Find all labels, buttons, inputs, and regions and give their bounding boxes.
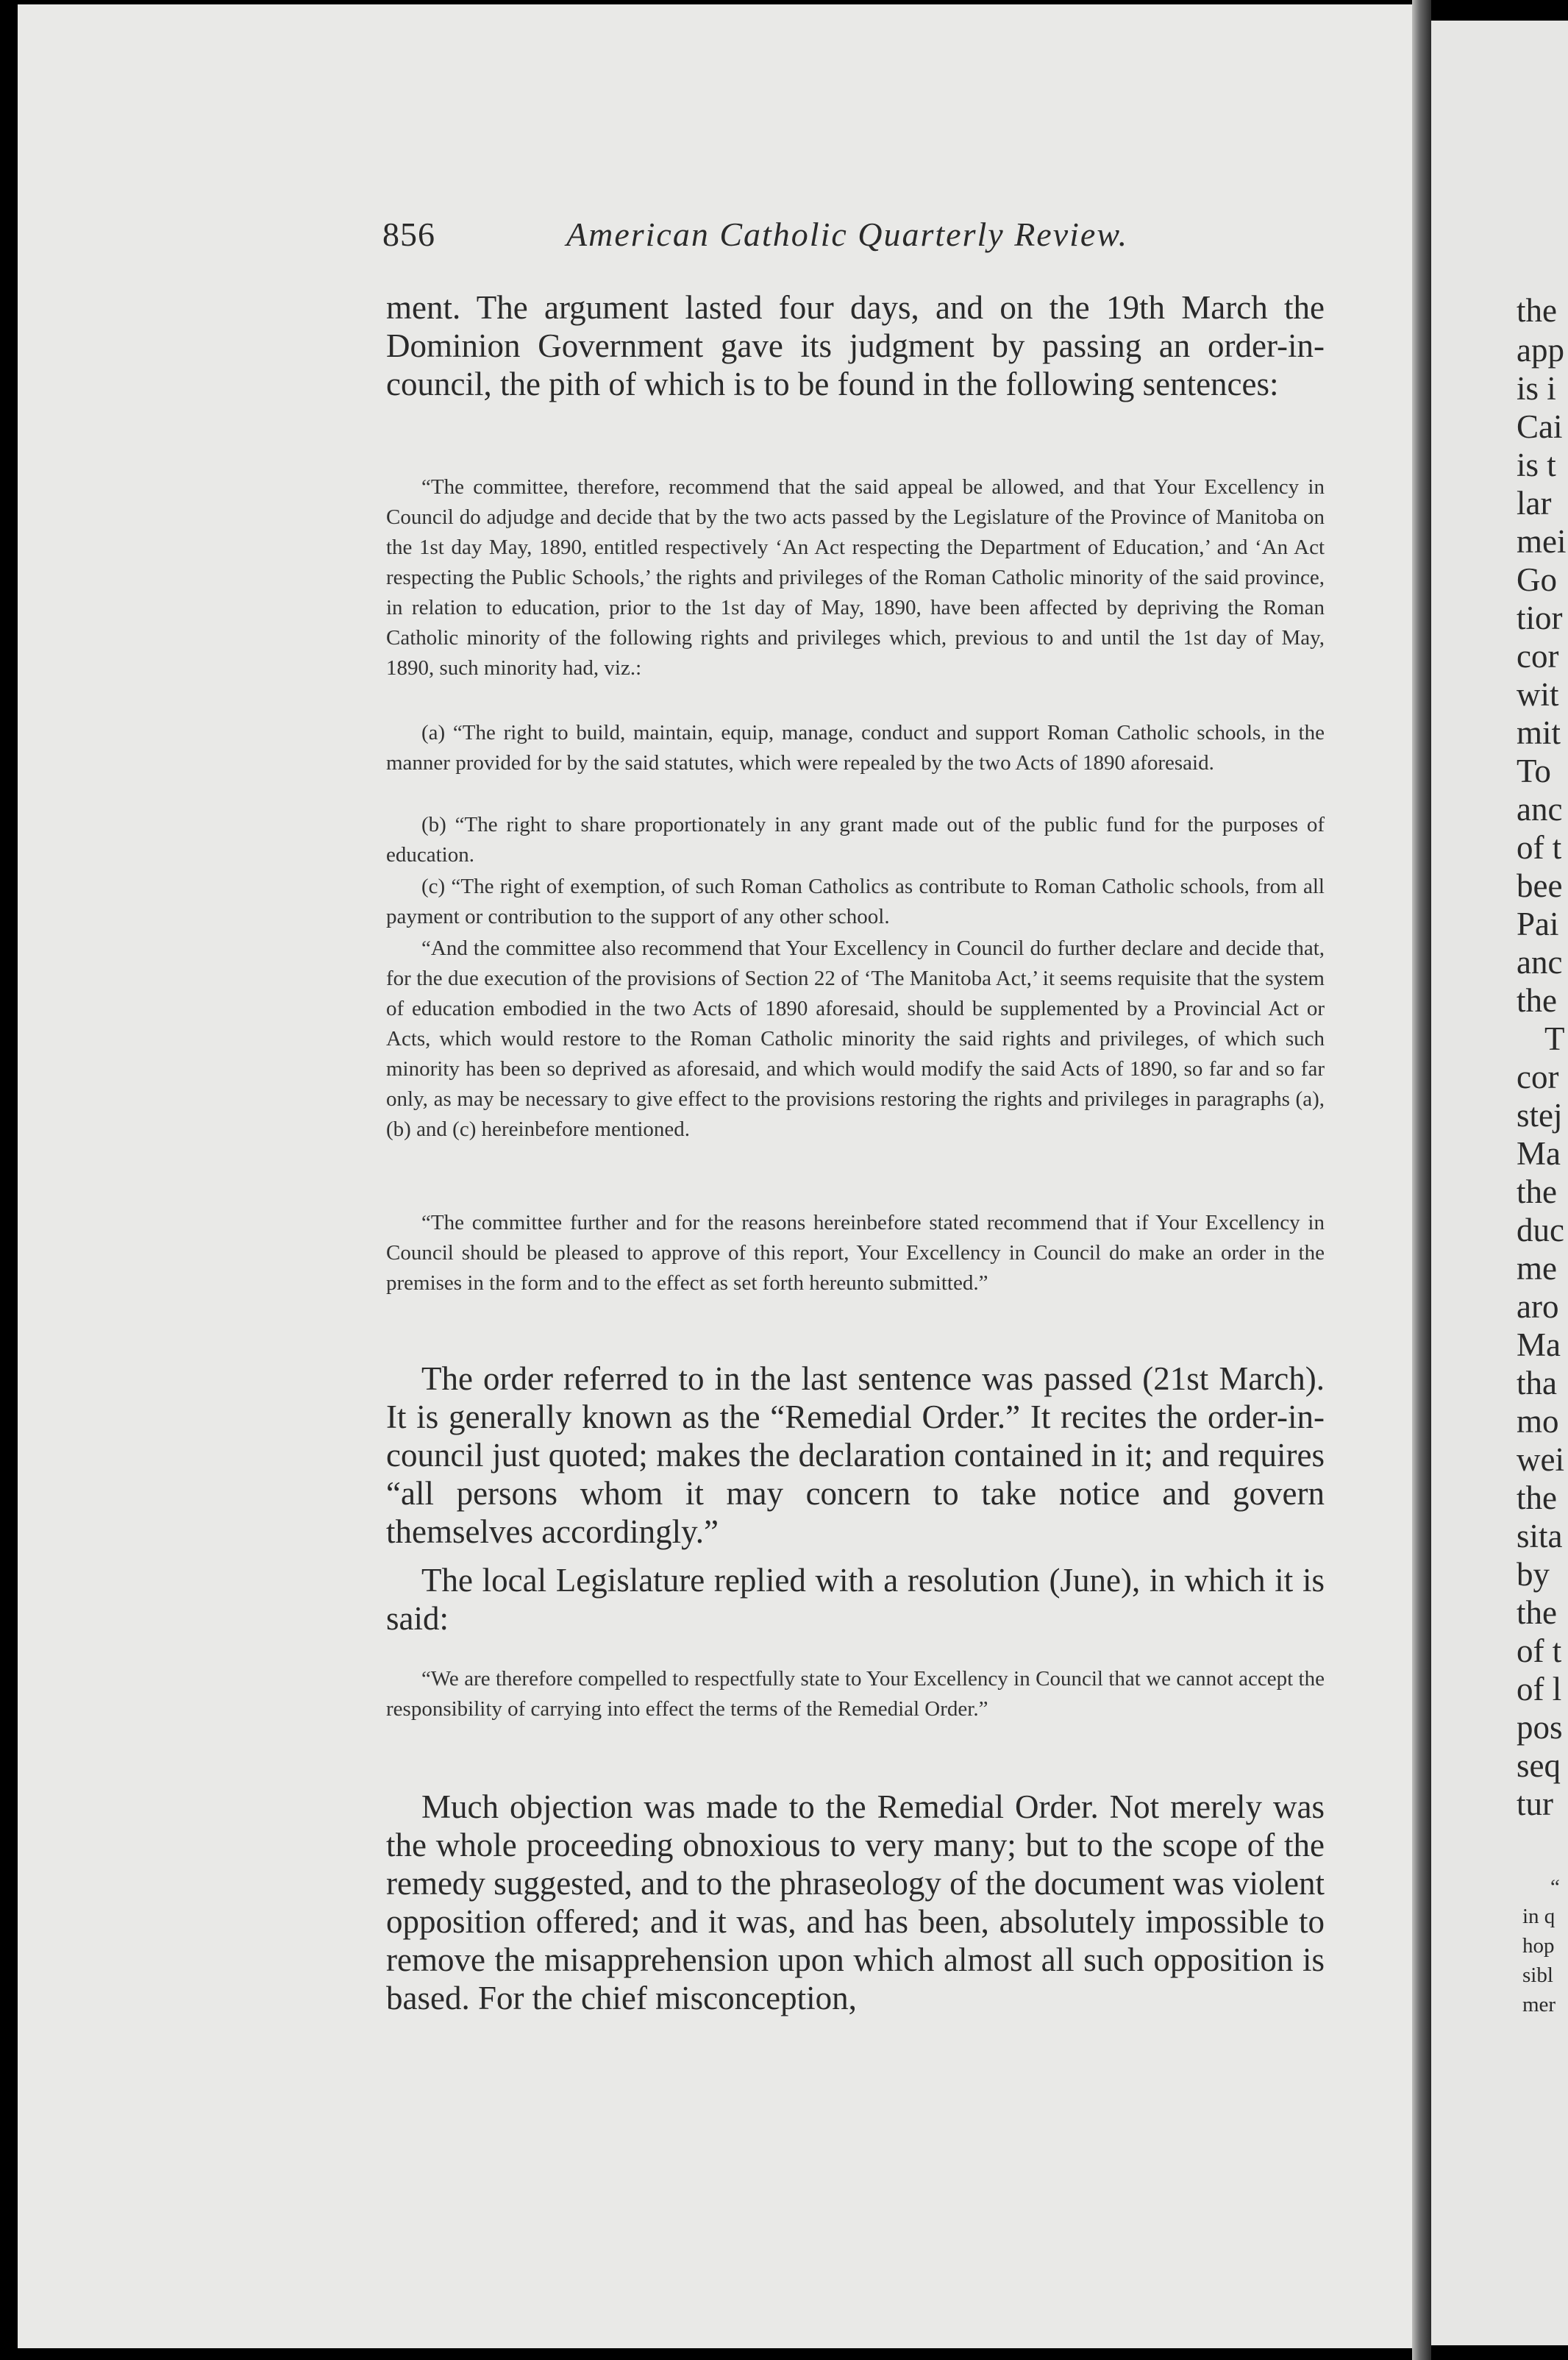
- right-page-line: of t: [1517, 829, 1562, 866]
- right-page-line: by: [1517, 1556, 1550, 1593]
- right-page-line: pos: [1517, 1709, 1563, 1746]
- journal-title: American Catholic Quarterly Review.: [566, 216, 1129, 253]
- right-page-line: of t: [1517, 1632, 1562, 1669]
- quote-item-b: (b) “The right to share proportionately in any grant made out of the public fund for the purposes of education.: [386, 813, 1325, 867]
- paragraph-1: ment. The argument lasted four days, and on the 19th March the Dominion Government gave its judgment by passing an order-in-council, the pith of which is to be found in the following sentences:: [386, 289, 1325, 402]
- paragraph-2: The order referred to in the last sentence was passed (21st March). It is generally known as the “Remedial Order.” It recites the order-in-council just quoted; makes the declaration contained in it; and requires “all persons whom it may concern to take notice and govern themselves accordingly.”: [386, 1360, 1325, 1550]
- paragraph-3: The local Legislature replied with a resolution (June), in which it is said:: [386, 1562, 1325, 1637]
- right-page-line: cor: [1517, 1059, 1559, 1095]
- right-page-line: stej: [1517, 1097, 1563, 1134]
- right-page-line: mei: [1517, 523, 1567, 560]
- book-gutter: [1412, 0, 1431, 2360]
- right-page-line: To: [1517, 753, 1551, 789]
- quote-further-declare: “And the committee also recommend that Your Excellency in Council do further declare and decide that, for the due execution of the provisions of Section 22 of ‘The Manitoba Act,’ it seems requisite that the system of education embodied in the two Acts of 1890 aforesaid, should be supplemented by a Provincial Act or Acts, which would restore to the Roman Catholic minority the said rights and privileges, of which such minority has been so deprived as aforesaid, and which would modify the said Acts of 1890, so far and so far only, as may be necessary to give effect to the provisions restoring the rights and privileges in paragraphs (a), (b) and (c) hereinbefore mentioned.: [386, 936, 1325, 1141]
- right-page-line: the: [1517, 292, 1557, 329]
- paragraph-4: Much objection was made to the Remedial Order. Not merely was the whole proceeding obnoxious to very many; but to the scope of the remedy suggested, and to the phraseology of the document was violent opposition offered; and it was, and has been, absolutely impossible to remove the misapprehension upon which almost all such opposition is based. For the chief misconception,: [386, 1788, 1325, 2016]
- right-page-line: mit: [1517, 714, 1561, 751]
- right-page-line: is t: [1517, 447, 1556, 483]
- quote-item-c: (c) “The right of exemption, of such Roman Catholics as contribute to Roman Catholic schools, from all payment or contribution to the support of any other school.: [386, 875, 1325, 928]
- right-page-line: the: [1517, 1594, 1557, 1631]
- right-page-line: lar: [1517, 485, 1552, 522]
- right-page-line: tior: [1517, 600, 1563, 636]
- right-page-line: sita: [1517, 1518, 1563, 1554]
- right-page-line: Ma: [1517, 1135, 1561, 1172]
- right-page-line: cor: [1517, 638, 1559, 675]
- right-page-line: me: [1517, 1250, 1557, 1287]
- quote-item-a: (a) “The right to build, maintain, equip, manage, conduct and support Roman Catholic schools, in the manner provided for by the said statutes, which were repealed by the two Acts of 1890 aforesaid.: [386, 721, 1325, 775]
- right-page-line: bee: [1517, 867, 1563, 904]
- right-page-line: Ma: [1517, 1326, 1561, 1363]
- right-page-line: tha: [1517, 1365, 1557, 1401]
- right-page-line: Go: [1517, 561, 1557, 598]
- right-page-line: app: [1517, 332, 1564, 369]
- right-page-line: the: [1517, 1479, 1557, 1516]
- text-column: [386, 0, 1325, 2360]
- right-page-line: the: [1517, 1173, 1557, 1210]
- quote-committee-further: “The committee further and for the reasons hereinbefore stated recommend that if Your Excellency in Council should be pleased to approve of this report, Your Excellency in Council do make an order in the premises in the form and to the effect as set forth hereunto submitted.”: [386, 1211, 1325, 1295]
- right-page-line: tur: [1517, 1785, 1553, 1822]
- right-page-line: aro: [1517, 1288, 1559, 1325]
- right-page-line: wit: [1517, 676, 1559, 713]
- right-page-line: seq: [1517, 1747, 1561, 1784]
- right-page-line: is i: [1517, 370, 1556, 407]
- right-page-line: mo: [1517, 1403, 1559, 1440]
- quote-committee: “The committee, therefore, recommend that the said appeal be allowed, and that Your Excellency in Council do adjudge and decide that by the two acts passed by the Legislature of the Province of Manitoba on the 1st day May, 1890, entitled respectively ‘An Act respecting the Department of Education,’ and ‘An Act respecting the Public Schools,’ the rights and privileges of the Roman Catholic minority of the said province, in relation to education, prior to the 1st day of May, 1890, have been affected by depriving the Roman Catholic minority of the following rights and privileges which, previous to and until the 1st day of May, 1890, such minority had, viz.:: [386, 475, 1325, 680]
- right-page-line: Cai: [1517, 408, 1563, 445]
- right-page-line: of l: [1517, 1671, 1562, 1707]
- right-page-footnote-line: in q: [1522, 1905, 1555, 1928]
- right-page-footnote-line: hop: [1522, 1934, 1555, 1958]
- right-page-line: wei: [1517, 1441, 1564, 1478]
- right-page-line: duc: [1517, 1212, 1564, 1248]
- right-page-line: anc: [1517, 791, 1563, 828]
- right-page-footnote-line: “: [1550, 1875, 1560, 1899]
- right-page-line: anc: [1517, 944, 1563, 981]
- right-page-line: T: [1544, 1020, 1565, 1057]
- page-number: 856: [382, 216, 435, 253]
- right-page-line: the: [1517, 982, 1557, 1019]
- right-page-footnote-line: mer: [1522, 1993, 1556, 2016]
- right-page-line: Pai: [1517, 906, 1559, 942]
- right-page-footnote-line: sibl: [1522, 1963, 1553, 1987]
- quote-legislature: “We are therefore compelled to respectfully state to Your Excellency in Council that we cannot accept the responsibility of carrying into effect the terms of the Remedial Order.”: [386, 1667, 1325, 1721]
